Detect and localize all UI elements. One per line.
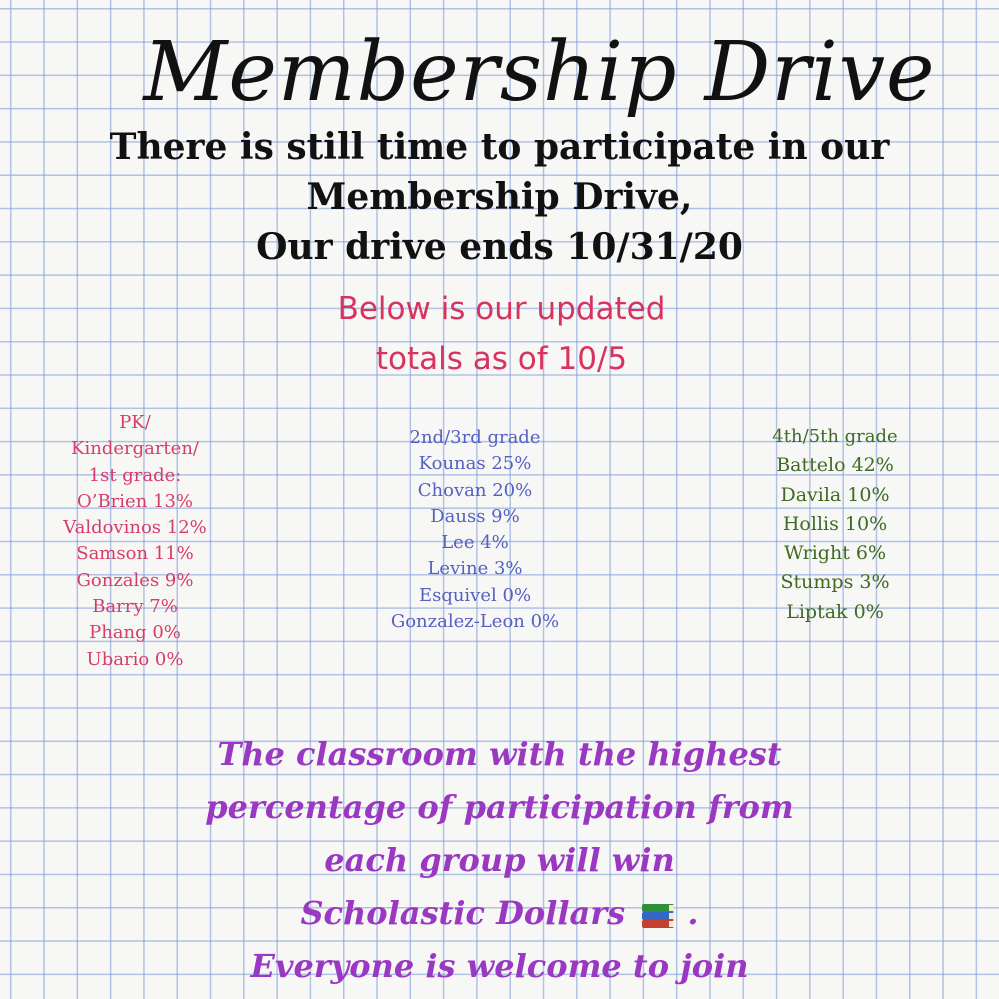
closing-line-1: The classroom with the highest [217, 735, 782, 773]
group-2nd-3rd [360, 425, 590, 635]
classroom-row: Battelo 42% [776, 454, 894, 477]
classroom-row: Levine 3% [427, 558, 523, 580]
closing-message [0, 728, 999, 993]
classroom-row: Hollis 10% [782, 512, 888, 535]
closing-line-2: percentage of participation from [205, 788, 794, 826]
subtitle [0, 122, 999, 272]
books-icon [640, 902, 676, 930]
update-line-2: totals as of 10/5 [375, 341, 628, 377]
subtitle-line-1: There is still time to participate in our [109, 126, 890, 168]
classroom-row: Valdovinos 12% [63, 517, 207, 539]
group-4th-5th [720, 422, 950, 627]
classroom-row: Stumps 3% [780, 571, 890, 594]
classroom-row: Esquivel 0% [418, 584, 532, 606]
flyer-title: Membership Drive [143, 25, 936, 120]
classroom-row: Ubario 0% [86, 648, 184, 670]
group-header-line: Kindergarten/ [71, 438, 199, 460]
group-header: 2nd/3rd grade [409, 427, 541, 448]
classroom-row: Samson 11% [76, 543, 194, 565]
closing-line-4-period: . [687, 894, 699, 932]
classroom-row: Lee 4% [441, 532, 509, 554]
update-notice [0, 284, 999, 384]
classroom-row: Kounas 25% [418, 453, 532, 475]
classroom-row: Davila 10% [780, 483, 890, 506]
classroom-row: Chovan 20% [417, 479, 533, 501]
classroom-row: O’Brien 13% [76, 490, 194, 512]
closing-line-5: Everyone is welcome to join [250, 947, 749, 985]
group-header: 4th/5th grade [772, 426, 898, 447]
closing-line-4-text: Scholastic Dollars [300, 894, 626, 932]
classroom-row: Gonzalez-Leon 0% [390, 611, 560, 633]
classroom-row: Dauss 9% [430, 505, 520, 527]
group-header-line: 1st grade: [88, 464, 182, 486]
classroom-row: Wright 6% [783, 542, 887, 565]
classroom-row: Barry 7% [92, 596, 178, 618]
classroom-row: Liptak 0% [786, 600, 884, 623]
closing-line-3: each group will win [324, 841, 675, 879]
update-line-1: Below is our updated [337, 291, 666, 327]
classroom-row: Phang 0% [89, 622, 181, 644]
group-header-line: PK/ [119, 412, 151, 433]
subtitle-line-3: Our drive ends 10/31/20 [256, 226, 743, 268]
subtitle-line-2: Membership Drive, [306, 176, 693, 218]
group-pk-1st [30, 410, 240, 673]
closing-line-4 [0, 887, 999, 940]
classroom-row: Gonzales 9% [76, 569, 194, 591]
